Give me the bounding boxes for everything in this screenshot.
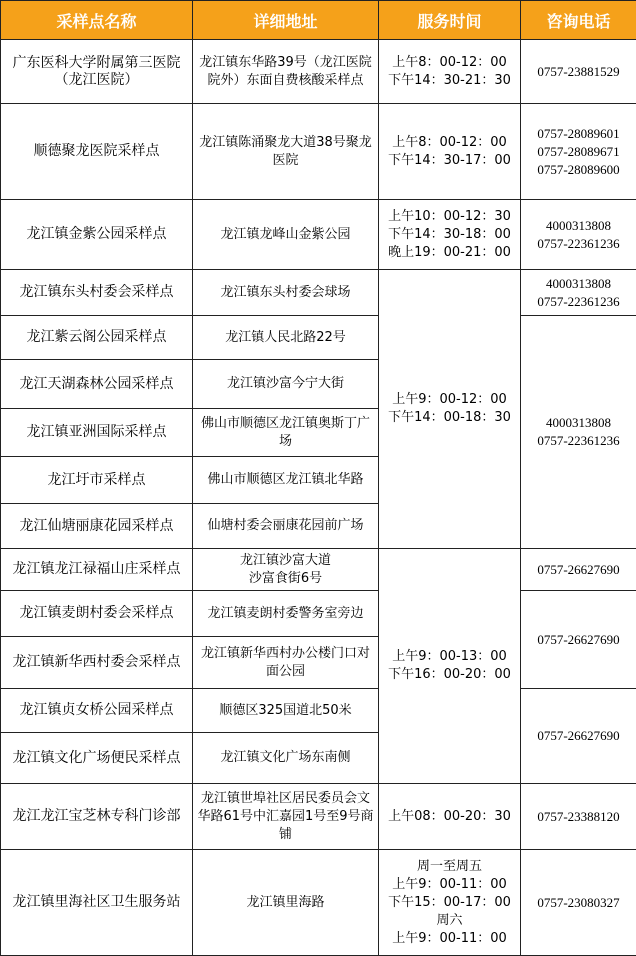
site-name: 龙江紫云阁公园采样点 <box>1 316 193 360</box>
service-hours: 周一至周五 上午9：00-11：00 下午15：00-17：00 周六 上午9：00-11：00 <box>379 850 521 956</box>
site-name: 龙江镇贞女桥公园采样点 <box>1 689 193 733</box>
contact-phone: 4000313808 0757-22361236 <box>521 270 636 316</box>
site-name: 龙江镇龙江禄福山庄采样点 <box>1 549 193 591</box>
contact-phone: 0757-26627690 <box>521 689 636 784</box>
service-hours: 上午8：00-12：00 下午14：30-21：30 <box>379 40 521 104</box>
header-address: 详细地址 <box>193 1 379 40</box>
table-row <box>1 316 636 360</box>
contact-phone: 4000313808 0757-22361236 <box>521 316 636 549</box>
site-name: 龙江龙江宝芝林专科门诊部 <box>1 784 193 850</box>
site-address: 龙江镇世埠社区居民委员会文华路61号中汇嘉园1号至9号商铺 <box>193 784 379 850</box>
table-row <box>1 689 636 733</box>
service-hours: 上午08：00-20：30 <box>379 784 521 850</box>
table-row <box>1 40 636 104</box>
header-service-hours: 服务时间 <box>379 1 521 40</box>
site-address: 龙江镇东华路39号（龙江医院院外）东面自费核酸采样点 <box>193 40 379 104</box>
site-address: 龙江镇新华西村办公楼门口对面公园 <box>193 637 379 689</box>
site-name: 广东医科大学附属第三医院 （龙江医院） <box>1 40 193 104</box>
site-name: 龙江仙塘丽康花园采样点 <box>1 504 193 549</box>
site-name: 龙江天湖森林公园采样点 <box>1 360 193 409</box>
site-address: 龙江镇文化广场东南侧 <box>193 733 379 784</box>
site-name: 龙江镇文化广场便民采样点 <box>1 733 193 784</box>
site-name: 顺德聚龙医院采样点 <box>1 104 193 200</box>
site-address: 佛山市顺德区龙江镇奥斯丁广场 <box>193 409 379 457</box>
service-hours: 上午9：00-12：00 下午14：00-18：30 <box>379 270 521 549</box>
table-row <box>1 591 636 637</box>
contact-phone: 0757-23881529 <box>521 40 636 104</box>
site-name: 龙江镇亚洲国际采样点 <box>1 409 193 457</box>
site-address: 龙江镇沙富今宁大街 <box>193 360 379 409</box>
site-address: 龙江镇陈涌聚龙大道38号聚龙医院 <box>193 104 379 200</box>
site-name: 龙江镇新华西村委会采样点 <box>1 637 193 689</box>
site-name: 龙江镇里海社区卫生服务站 <box>1 850 193 956</box>
table-row <box>1 104 636 200</box>
site-address: 仙塘村委会丽康花园前广场 <box>193 504 379 549</box>
site-address: 顺德区325国道北50米 <box>193 689 379 733</box>
table-row <box>1 850 636 956</box>
header-row <box>1 1 636 40</box>
header-site-name: 采样点名称 <box>1 1 193 40</box>
table-row <box>1 270 636 316</box>
contact-phone: 0757-26627690 <box>521 549 636 591</box>
site-address: 龙江镇龙峰山金紫公园 <box>193 200 379 270</box>
site-name: 龙江镇金紫公园采样点 <box>1 200 193 270</box>
contact-phone: 0757-23080327 <box>521 850 636 956</box>
site-name: 龙江镇东头村委会采样点 <box>1 270 193 316</box>
site-name: 龙江镇麦朗村委会采样点 <box>1 591 193 637</box>
site-name: 龙江圩市采样点 <box>1 457 193 504</box>
service-hours: 上午10：00-12：30 下午14：30-18：00 晚上19：00-21：00 <box>379 200 521 270</box>
site-address: 龙江镇东头村委会球场 <box>193 270 379 316</box>
site-address: 龙江镇里海路 <box>193 850 379 956</box>
service-hours: 上午9：00-13：00 下午16：00-20：00 <box>379 549 521 784</box>
contact-phone: 0757-23388120 <box>521 784 636 850</box>
table-row <box>1 200 636 270</box>
site-address: 龙江镇沙富大道 沙富食街6号 <box>193 549 379 591</box>
contact-phone: 4000313808 0757-22361236 <box>521 200 636 270</box>
contact-phone: 0757-28089601 0757-28089671 0757-28089600 <box>521 104 636 200</box>
site-address: 龙江镇麦朗村委警务室旁边 <box>193 591 379 637</box>
site-address: 佛山市顺德区龙江镇北华路 <box>193 457 379 504</box>
table-row <box>1 549 636 591</box>
contact-phone: 0757-26627690 <box>521 591 636 689</box>
service-hours: 上午8：00-12：00 下午14：30-17：00 <box>379 104 521 200</box>
table-row <box>1 784 636 850</box>
site-address: 龙江镇人民北路22号 <box>193 316 379 360</box>
header-phone: 咨询电话 <box>521 1 636 40</box>
